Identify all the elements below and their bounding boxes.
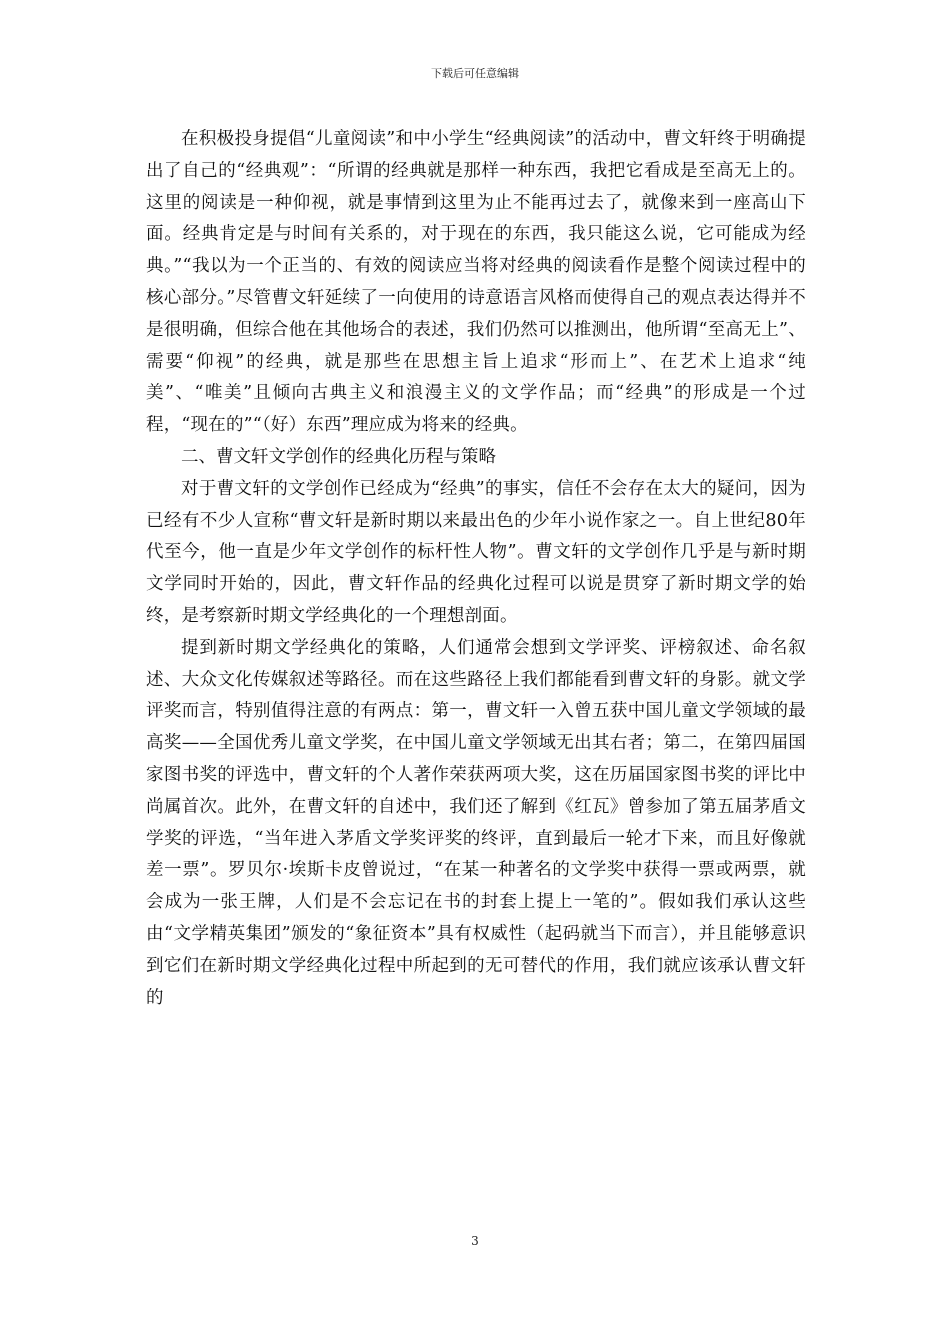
section-heading: 二、曹文轩文学创作的经典化历程与策略 [181,446,496,467]
body-paragraph: 对于曹文轩的文学创作已经成为“经典”的事实，信任不会存在太大的疑问，因为已经有不少人宣称“曹文轩是新时期以来最出色的少年小说作家之一。自上世纪80年代至今，他一直是少年文学创作的标杆性人物”。曹文轩的文学创作几乎是与新时期文学同时开始的，因此，曹文轩作品的经典化过程可以说是贯穿了新时期文学的始终，是考察新时期文学经典化的一个理想剖面。 [146,478,806,626]
page-number: 3 [471,1234,479,1248]
body-paragraph: 提到新时期文学经典化的策略，人们通常会想到文学评奖、评榜叙述、命名叙述、大众文化传媒叙述等路径。而在这些路径上我们都能看到曹文轩的身影。就文学评奖而言，特别值得注意的有两点：第一，曹文轩一入曾五获中国儿童文学领域的最高奖——全国优秀儿童文学奖，在中国儿童文学领域无出其右者；第二，在第四届国家图书奖的评选中，曹文轩的个人著作荣获两项大奖，这在历届国家图书奖的评比中尚属首次。此外，在曹文轩的自述中，我们还了解到《红瓦》曾参加了第五届茅盾文学奖的评选，“当年进入茅盾文学奖评奖的终评，直到最后一轮才下来，而且好像就差一票”。罗贝尔·埃斯卡皮曾说过，“在某一种著名的文学奖中获得一票或两票，就会成为一张王牌，人们是不会忘记在书的封套上提上一笔的”。假如我们承认这些由“文学精英集团”颁发的“象征资本”具有权威性（起码就当下而言），并且能够意识到它们在新时期文学经典化过程中所起到的无可替代的作用，我们就应该承认曹文轩的 [146,637,806,1008]
document-body [146,124,806,1014]
body-paragraph: 在积极投身提倡“儿童阅读”和中小学生“经典阅读”的活动中，曹文轩终于明确提出了自己的“经典观”：“所谓的经典就是那样一种东西，我把它看成是至高无上的。这里的阅读是一种仰视，就是事情到这里为止不能再过去了，就像来到一座高山下面。经典肯定是与时间有关系的，对于现在的东西，我只能这么说，它可能成为经典。”“我以为一个正当的、有效的阅读应当将对经典的阅读看作是整个阅读过程中的核心部分。”尽管曹文轩延续了一向使用的诗意语言风格而使得自己的观点表达得并不是很明确，但综合他在其他场合的表述，我们仍然可以推测出，他所谓“至高无上”、需要“仰视”的经典，就是那些在思想主旨上追求“形而上”、在艺术上追求“纯美”、“唯美”且倾向古典主义和浪漫主义的文学作品；而“经典”的形成是一个过程，“现在的”“（好）东西”理应成为将来的经典。 [146,129,806,436]
page-header: 下载后可任意编辑 [431,67,519,80]
